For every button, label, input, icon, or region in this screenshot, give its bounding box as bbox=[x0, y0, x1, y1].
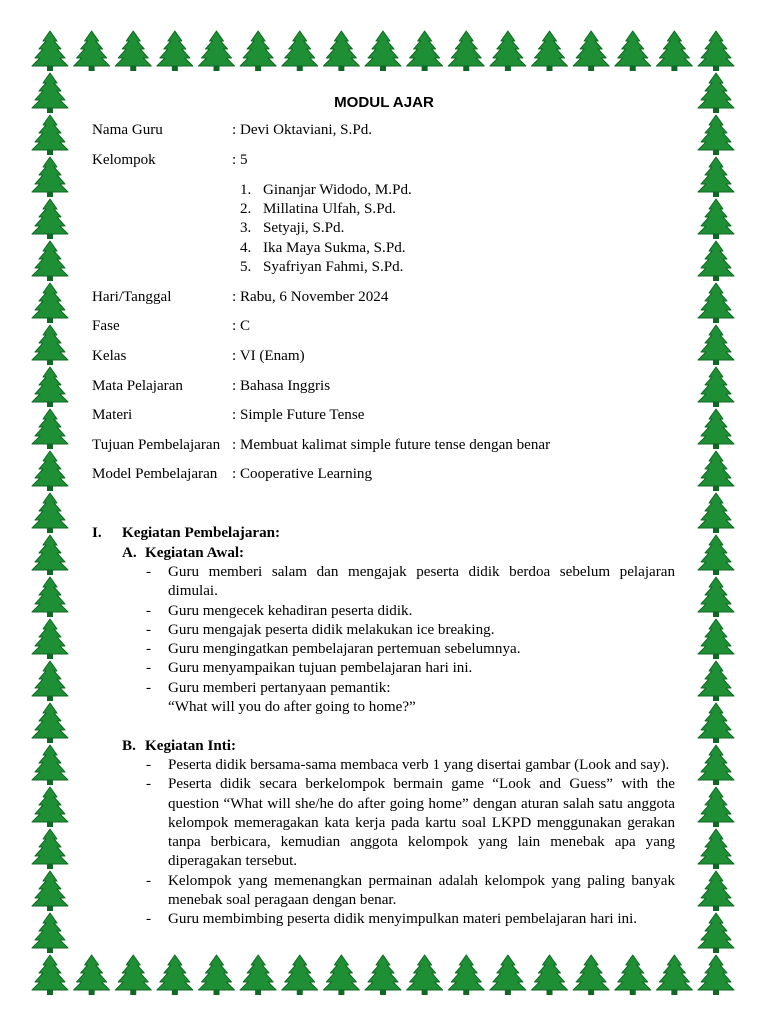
pine-tree-icon bbox=[32, 367, 68, 407]
pine-tree-icon bbox=[32, 829, 68, 869]
list-item-line: menebak soal peragaan dengan benar. bbox=[168, 891, 397, 908]
bullet-dash: - bbox=[146, 911, 152, 928]
list-item bbox=[92, 679, 692, 718]
pine-tree-icon bbox=[698, 913, 734, 953]
pine-tree-icon bbox=[32, 619, 68, 659]
pine-tree-icon bbox=[157, 955, 193, 995]
list-item bbox=[92, 756, 692, 775]
field-label: Materi bbox=[92, 407, 133, 424]
pine-tree-icon bbox=[157, 31, 193, 71]
bullet-dash: - bbox=[146, 621, 152, 638]
field-mata-pelajaran bbox=[92, 377, 692, 396]
list-item-text bbox=[168, 756, 675, 775]
pine-tree-icon bbox=[240, 31, 276, 71]
pine-tree-icon bbox=[32, 955, 68, 995]
pine-tree-icon bbox=[698, 157, 734, 197]
list-item-text bbox=[168, 602, 675, 621]
field-kelompok bbox=[92, 151, 692, 170]
pine-tree-icon bbox=[698, 283, 734, 323]
field-label: Fase bbox=[92, 318, 120, 335]
member-item bbox=[92, 219, 692, 238]
pine-tree-icon bbox=[32, 31, 68, 71]
list-item bbox=[92, 872, 692, 911]
field-kelas bbox=[92, 347, 692, 366]
list-item-line: diperagakan tersebut. bbox=[168, 853, 298, 870]
pine-tree-icon bbox=[490, 31, 526, 71]
pine-tree-icon bbox=[573, 31, 609, 71]
pine-tree-icon bbox=[32, 661, 68, 701]
list-item-text bbox=[168, 872, 675, 911]
section-heading bbox=[92, 524, 692, 543]
pine-tree-icon bbox=[32, 241, 68, 281]
field-label: Hari/Tanggal bbox=[92, 288, 172, 305]
pine-tree-icon bbox=[32, 283, 68, 323]
list-item-line: dimulai. bbox=[168, 583, 218, 600]
pine-tree-icon bbox=[698, 955, 734, 995]
field-value: : VI (Enam) bbox=[232, 347, 305, 364]
list-item bbox=[92, 775, 692, 871]
bullet-dash: - bbox=[146, 679, 152, 696]
member-item bbox=[92, 181, 692, 200]
list-item-line: tanpa berbicara, kemudian anggota kelompok yang lain menebak apa yang bbox=[168, 834, 675, 851]
section-title: Kegiatan Pembelajaran: bbox=[122, 525, 281, 542]
pine-tree-icon bbox=[698, 619, 734, 659]
pine-tree-icon bbox=[698, 451, 734, 491]
pine-tree-icon bbox=[365, 31, 401, 71]
bullet-dash: - bbox=[146, 641, 152, 658]
field-value: : Simple Future Tense bbox=[232, 407, 365, 424]
pine-tree-icon bbox=[32, 409, 68, 449]
list-item-line: kelompok memeragakan kata kerja pada kartu soal LKPD menggunakan gerakan bbox=[168, 814, 675, 831]
pine-tree-icon bbox=[532, 31, 568, 71]
subsection-title: Kegiatan Awal: bbox=[145, 544, 245, 561]
bullet-dash: - bbox=[146, 776, 152, 793]
member-name: Millatina Ulfah, S.Pd. bbox=[263, 200, 396, 217]
pine-tree-icon bbox=[656, 31, 692, 71]
list-item bbox=[92, 640, 692, 659]
pine-tree-icon bbox=[32, 115, 68, 155]
bullet-dash: - bbox=[146, 563, 152, 580]
pine-tree-icon bbox=[115, 31, 151, 71]
pine-tree-icon bbox=[698, 31, 734, 71]
field-value: : Bahasa Inggris bbox=[232, 377, 331, 394]
pine-tree-icon bbox=[32, 325, 68, 365]
subsection-marker: A. bbox=[122, 544, 137, 561]
identity-fields bbox=[92, 121, 692, 495]
pine-tree-icon bbox=[698, 199, 734, 239]
pine-tree-icon bbox=[32, 157, 68, 197]
field-nama-guru bbox=[92, 121, 692, 140]
blank-line bbox=[92, 717, 692, 736]
pine-tree-icon bbox=[448, 31, 484, 71]
pine-tree-icon bbox=[698, 703, 734, 743]
list-item-line: Guru memberi salam dan mengajak peserta didik berdoa sebelum pelajaran bbox=[168, 563, 675, 580]
bullet-dash: - bbox=[146, 660, 152, 677]
member-item bbox=[92, 239, 692, 258]
pine-tree-icon bbox=[32, 913, 68, 953]
member-name: Ika Maya Sukma, S.Pd. bbox=[263, 239, 406, 256]
field-label: Model Pembelajaran bbox=[92, 466, 218, 483]
member-number: 2. bbox=[240, 200, 252, 217]
pine-tree-icon bbox=[698, 577, 734, 617]
field-tujuan-pembelajaran bbox=[92, 436, 692, 455]
pine-tree-icon bbox=[323, 31, 359, 71]
pine-tree-icon bbox=[32, 703, 68, 743]
field-label: Nama Guru bbox=[92, 122, 163, 139]
list-item-line: Kelompok yang memenangkan permainan adalah kelompok yang paling banyak bbox=[168, 872, 675, 889]
pine-tree-icon bbox=[615, 955, 651, 995]
field-label: Mata Pelajaran bbox=[92, 377, 183, 394]
field-label: Kelas bbox=[92, 347, 127, 364]
list-item bbox=[92, 621, 692, 640]
field-value: : Membuat kalimat simple future tense dengan benar bbox=[232, 436, 551, 453]
pine-tree-icon bbox=[698, 745, 734, 785]
field-value: : C bbox=[232, 318, 251, 335]
pine-tree-icon bbox=[199, 31, 235, 71]
list-item-line: Peserta didik bersama-sama membaca verb 1 yang disertai gambar (Look and say). bbox=[168, 756, 670, 773]
member-number: 1. bbox=[240, 181, 252, 198]
list-item-line: Guru membimbing peserta didik menyimpulkan materi pembelajaran hari ini. bbox=[168, 911, 638, 928]
pine-tree-icon bbox=[698, 325, 734, 365]
pine-tree-icon bbox=[698, 367, 734, 407]
pine-tree-icon bbox=[698, 787, 734, 827]
list-item-line: question “What will she/he do after going home” dengan aturan salah satu anggota bbox=[168, 795, 675, 812]
pine-tree-icon bbox=[698, 871, 734, 911]
trigger-question: “What will you do after going to home?” bbox=[168, 699, 416, 716]
pine-tree-icon bbox=[532, 955, 568, 995]
pine-tree-icon bbox=[698, 535, 734, 575]
bullet-dash: - bbox=[146, 756, 152, 773]
pine-tree-icon bbox=[32, 745, 68, 785]
list-item-text bbox=[168, 659, 675, 678]
pine-tree-icon bbox=[32, 199, 68, 239]
field-label: Tujuan Pembelajaran bbox=[92, 436, 221, 453]
field-value: : 5 bbox=[232, 151, 248, 168]
pine-tree-icon bbox=[115, 955, 151, 995]
section-marker: I. bbox=[92, 525, 102, 542]
pine-tree-icon bbox=[32, 787, 68, 827]
pine-tree-icon bbox=[74, 31, 110, 71]
pine-tree-icon bbox=[698, 409, 734, 449]
member-number: 4. bbox=[240, 239, 252, 256]
list-item-text bbox=[168, 563, 675, 602]
member-item bbox=[92, 200, 692, 219]
pine-tree-icon bbox=[490, 955, 526, 995]
bullet-dash: - bbox=[146, 872, 152, 889]
subsection-title: Kegiatan Inti: bbox=[145, 737, 236, 754]
list-item-line: Guru mengingatkan pembelajaran pertemuan sebelumnya. bbox=[168, 641, 521, 658]
field-model-pembelajaran bbox=[92, 465, 692, 484]
field-value: : Cooperative Learning bbox=[232, 466, 372, 483]
pine-tree-icon bbox=[74, 955, 110, 995]
member-name: Ginanjar Widodo, M.Pd. bbox=[263, 181, 412, 198]
member-number: 5. bbox=[240, 259, 252, 276]
pine-tree-icon bbox=[240, 955, 276, 995]
document-title: MODUL AJAR bbox=[334, 94, 434, 111]
pine-tree-icon bbox=[407, 955, 443, 995]
list-item bbox=[92, 659, 692, 678]
field-label: Kelompok bbox=[92, 151, 156, 168]
list-item-line: Guru mengajak peserta didik melakukan ice breaking. bbox=[168, 621, 495, 638]
pine-tree-icon bbox=[698, 829, 734, 869]
list-item-text bbox=[168, 621, 675, 640]
pine-tree-icon bbox=[698, 115, 734, 155]
field-value: : Rabu, 6 November 2024 bbox=[232, 288, 389, 305]
pine-tree-icon bbox=[407, 31, 443, 71]
pine-tree-icon bbox=[573, 955, 609, 995]
pine-tree-icon bbox=[32, 871, 68, 911]
pine-tree-icon bbox=[32, 451, 68, 491]
subsection-heading-opening bbox=[92, 544, 692, 563]
pine-tree-icon bbox=[698, 241, 734, 281]
list-item-text bbox=[168, 910, 675, 929]
member-name: Syafriyan Fahmi, S.Pd. bbox=[263, 259, 404, 276]
list-item bbox=[92, 910, 692, 929]
pine-tree-icon bbox=[698, 661, 734, 701]
pine-tree-icon bbox=[32, 577, 68, 617]
list-item-text bbox=[168, 775, 675, 871]
list-item-line: Peserta didik secara berkelompok bermain game “Look and Guess” with the bbox=[168, 776, 675, 793]
pine-tree-icon bbox=[698, 493, 734, 533]
field-hari-tanggal bbox=[92, 288, 692, 307]
subsection-marker: B. bbox=[122, 737, 136, 754]
member-number: 3. bbox=[240, 220, 252, 237]
pine-tree-icon bbox=[32, 493, 68, 533]
member-name: Setyaji, S.Pd. bbox=[263, 220, 345, 237]
field-fase bbox=[92, 317, 692, 336]
pine-tree-icon bbox=[615, 31, 651, 71]
list-item-line: Guru mengecek kehadiran peserta didik. bbox=[168, 602, 413, 619]
pine-tree-icon bbox=[199, 955, 235, 995]
list-item bbox=[92, 602, 692, 621]
pine-tree-icon bbox=[365, 955, 401, 995]
pine-tree-icon bbox=[656, 955, 692, 995]
pine-tree-icon bbox=[32, 535, 68, 575]
list-item-text bbox=[168, 640, 675, 659]
list-item-line: Guru memberi pertanyaan pemantik: bbox=[168, 679, 391, 696]
group-member-list bbox=[92, 181, 692, 278]
pine-tree-icon bbox=[282, 31, 318, 71]
list-item-line: Guru menyampaikan tujuan pembelajaran hari ini. bbox=[168, 660, 473, 677]
field-value: : Devi Oktaviani, S.Pd. bbox=[232, 122, 373, 139]
pine-tree-icon bbox=[448, 955, 484, 995]
list-item-text bbox=[168, 679, 675, 718]
pine-tree-icon bbox=[282, 955, 318, 995]
subsection-heading-core bbox=[92, 737, 692, 756]
pine-tree-icon bbox=[323, 955, 359, 995]
list-item bbox=[92, 563, 692, 602]
bullet-dash: - bbox=[146, 602, 152, 619]
member-item bbox=[92, 258, 692, 277]
field-materi bbox=[92, 406, 692, 425]
learning-activities-section bbox=[92, 524, 692, 929]
